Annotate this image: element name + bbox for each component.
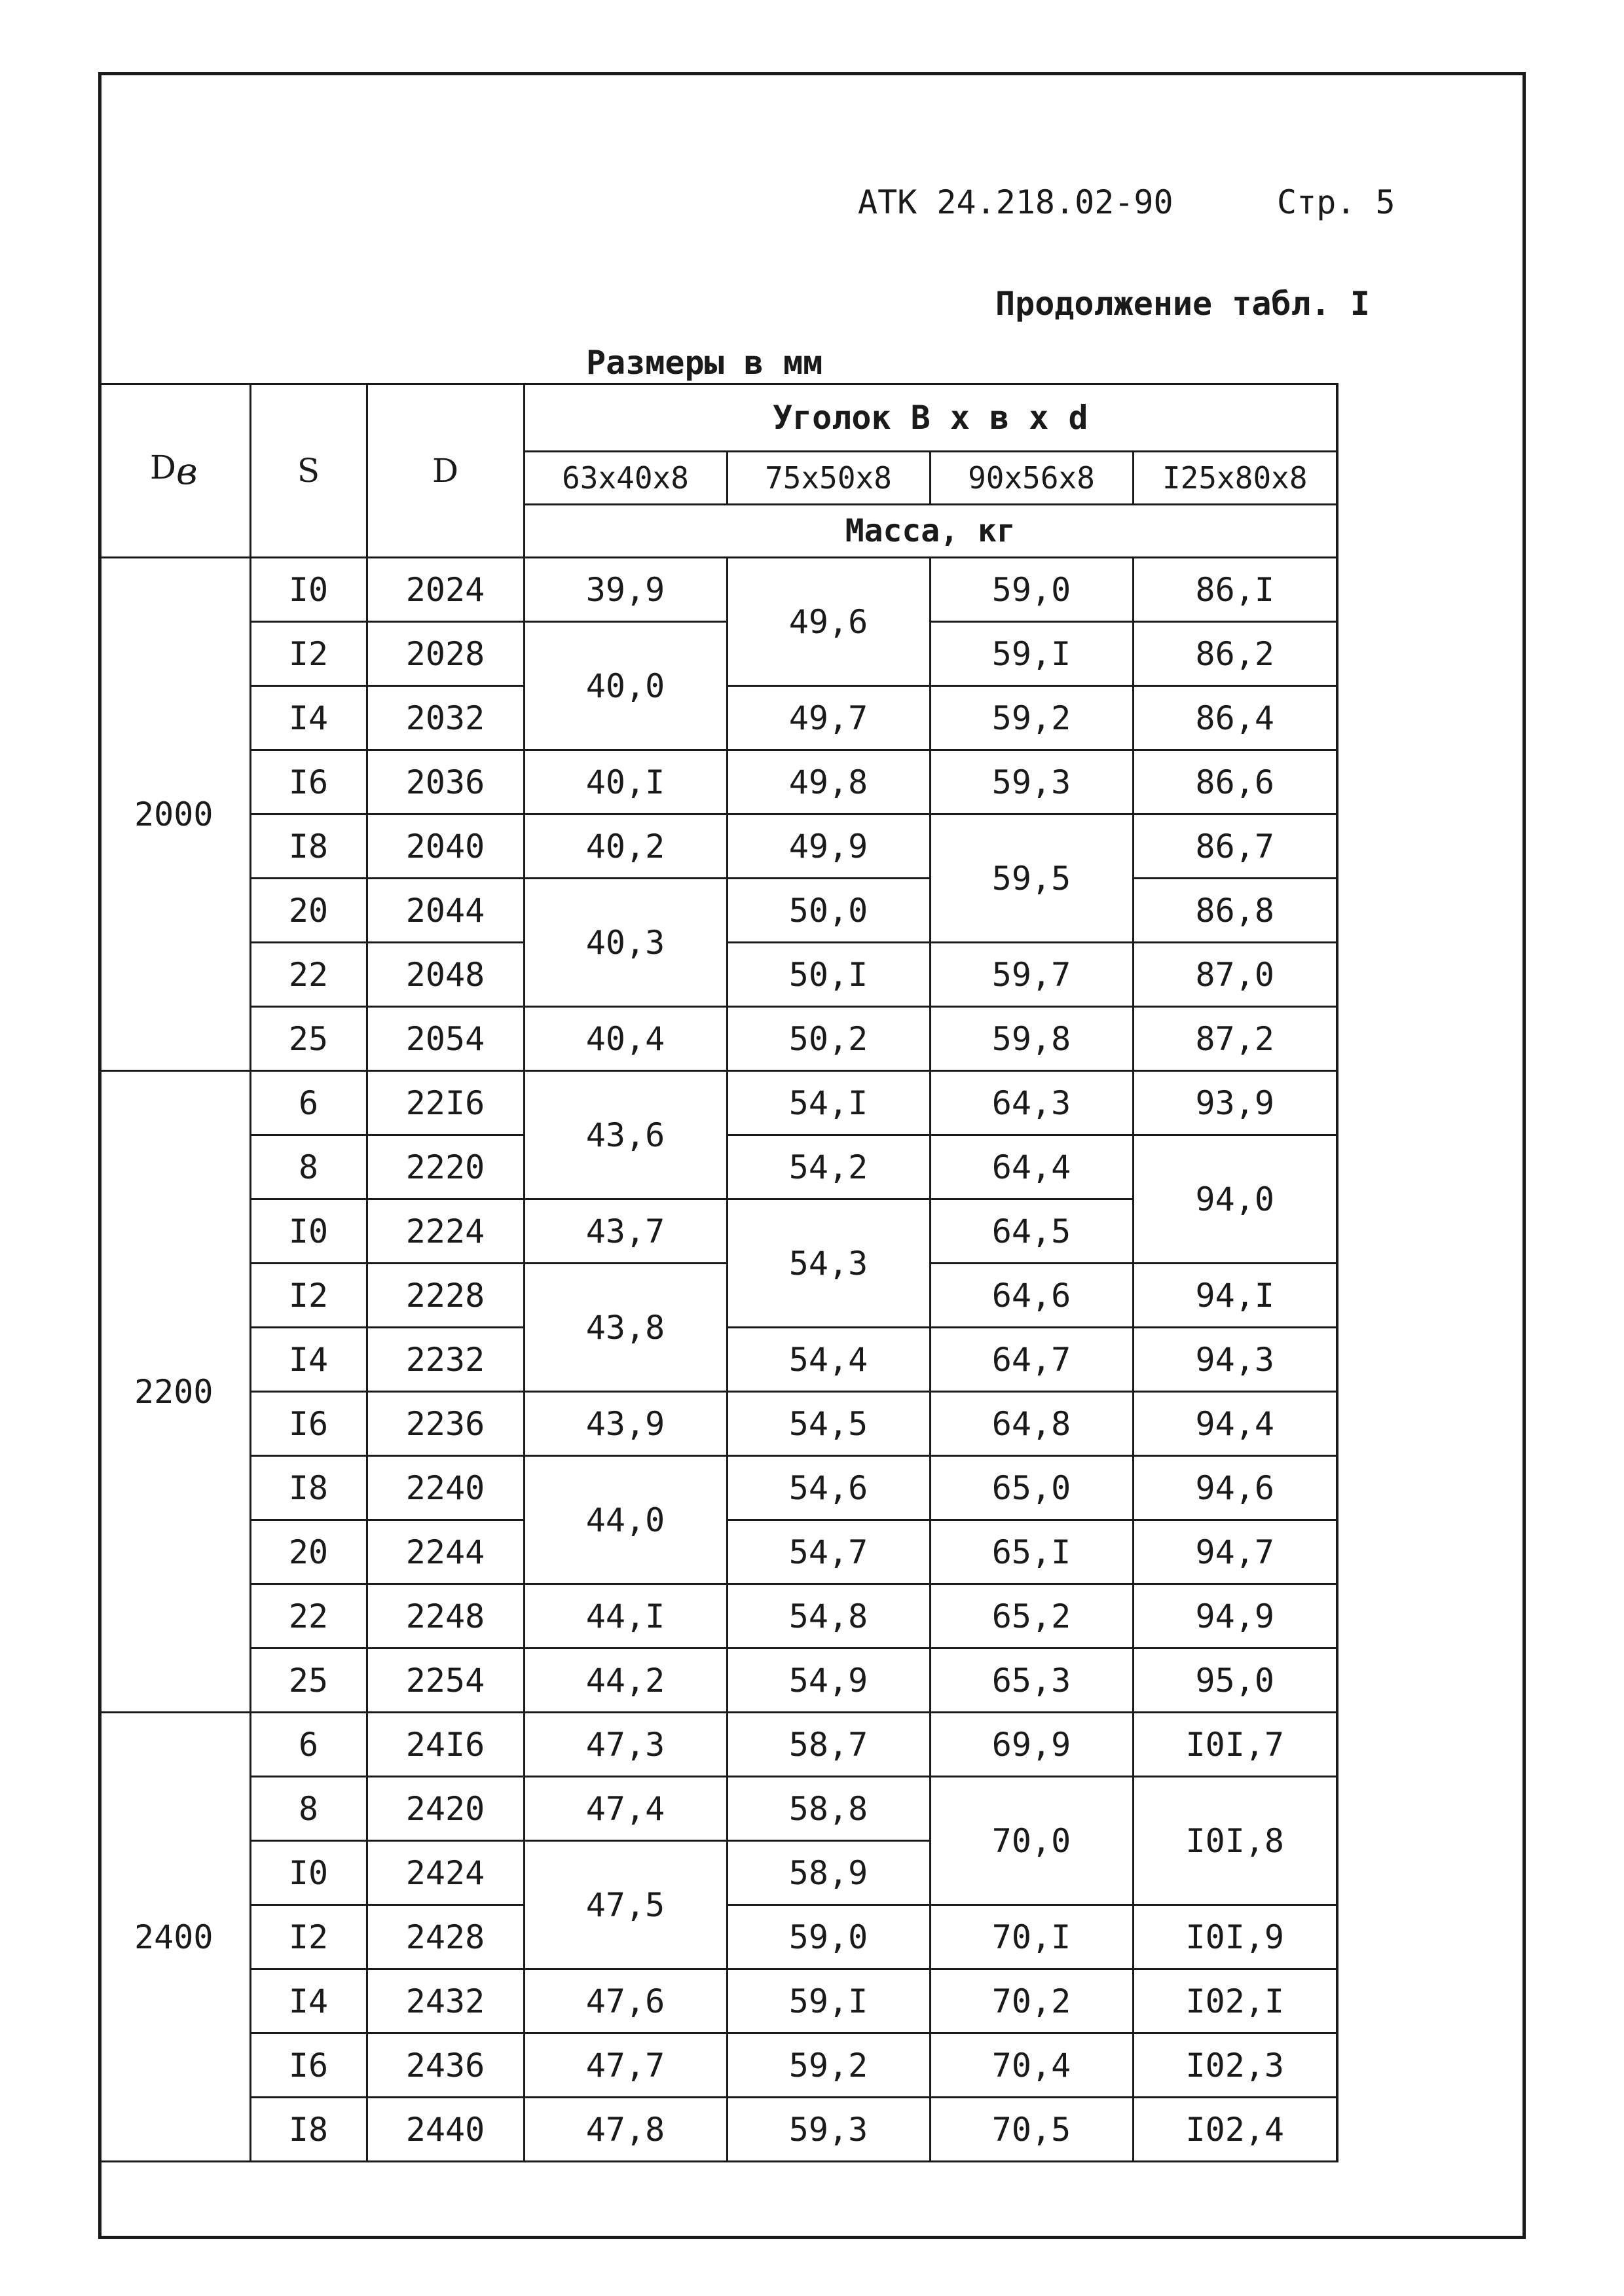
- mass-cell: 70,2: [930, 1969, 1133, 2033]
- mass-cell: 94,4: [1133, 1392, 1337, 1456]
- wall-thickness-cell: 25: [250, 1649, 367, 1713]
- outer-diameter-cell: 2036: [367, 750, 524, 814]
- mass-cell: 54,9: [727, 1649, 930, 1713]
- wall-thickness-cell: I2: [250, 622, 367, 686]
- wall-thickness-cell: 25: [250, 1007, 367, 1071]
- mass-cell: 43,6: [524, 1071, 727, 1199]
- table-row: [98, 2033, 1337, 2098]
- mass-cell: 49,7: [727, 686, 930, 750]
- outer-diameter-cell: 2432: [367, 1969, 524, 2033]
- mass-cell: I0I,8: [1133, 1777, 1337, 1905]
- wall-thickness-cell: I0: [250, 1841, 367, 1905]
- mass-cell: 65,0: [930, 1456, 1133, 1520]
- mass-cell: 40,3: [524, 879, 727, 1007]
- mass-cell: 93,9: [1133, 1071, 1337, 1135]
- outer-diameter-cell: 2240: [367, 1456, 524, 1520]
- mass-cell: 86,6: [1133, 750, 1337, 814]
- wall-thickness-cell: I0: [250, 558, 367, 622]
- wall-thickness-cell: 8: [250, 1135, 367, 1199]
- mass-cell: 59,5: [930, 814, 1133, 943]
- table-row: [98, 1264, 1337, 1328]
- table-row: [98, 1969, 1337, 2033]
- outer-diameter-cell: 2254: [367, 1649, 524, 1713]
- mass-cell: 94,9: [1133, 1584, 1337, 1649]
- outer-diameter-cell: 2244: [367, 1520, 524, 1584]
- units-note: Размеры в мм: [586, 344, 823, 382]
- outer-diameter-cell: 2236: [367, 1392, 524, 1456]
- table-row: [98, 1713, 1337, 1777]
- wall-thickness-cell: 6: [250, 1071, 367, 1135]
- wall-thickness-cell: I4: [250, 1328, 367, 1392]
- wall-thickness-cell: I4: [250, 686, 367, 750]
- wall-thickness-cell: 22: [250, 1584, 367, 1649]
- header-mass: Масса, кг: [524, 505, 1337, 558]
- mass-table: [98, 383, 1338, 2162]
- mass-cell: 39,9: [524, 558, 727, 622]
- wall-thickness-cell: I8: [250, 2098, 367, 2162]
- outer-diameter-cell: 2040: [367, 814, 524, 879]
- mass-cell: 58,8: [727, 1777, 930, 1841]
- mass-cell: 44,I: [524, 1584, 727, 1649]
- table-row: [98, 1392, 1337, 1456]
- mass-cell: I0I,9: [1133, 1905, 1337, 1969]
- wall-thickness-cell: I6: [250, 750, 367, 814]
- mass-cell: 86,8: [1133, 879, 1337, 943]
- wall-thickness-cell: 8: [250, 1777, 367, 1841]
- mass-cell: 59,3: [727, 2098, 930, 2162]
- mass-cell: 64,5: [930, 1199, 1133, 1264]
- mass-cell: 50,2: [727, 1007, 930, 1071]
- mass-cell: 40,2: [524, 814, 727, 879]
- mass-cell: 59,I: [727, 1969, 930, 2033]
- mass-cell: 95,0: [1133, 1649, 1337, 1713]
- nominal-diameter-cell: 2200: [98, 1071, 250, 1713]
- mass-cell: 43,8: [524, 1264, 727, 1392]
- mass-cell: 65,2: [930, 1584, 1133, 1649]
- wall-thickness-cell: 22: [250, 943, 367, 1007]
- outer-diameter-cell: 2044: [367, 879, 524, 943]
- wall-thickness-cell: I2: [250, 1905, 367, 1969]
- mass-cell: 49,6: [727, 558, 930, 686]
- mass-cell: 64,6: [930, 1264, 1133, 1328]
- mass-cell: 94,0: [1133, 1135, 1337, 1264]
- outer-diameter-cell: 2228: [367, 1264, 524, 1328]
- mass-cell: 54,5: [727, 1392, 930, 1456]
- header-outer-diameter: D: [367, 384, 524, 558]
- mass-cell: 64,4: [930, 1135, 1133, 1199]
- outer-diameter-cell: 2048: [367, 943, 524, 1007]
- mass-cell: 58,7: [727, 1713, 930, 1777]
- table-row: [98, 750, 1337, 814]
- outer-diameter-cell: 22I6: [367, 1071, 524, 1135]
- mass-cell: 49,9: [727, 814, 930, 879]
- wall-thickness-cell: I2: [250, 1264, 367, 1328]
- header-angle-size: 90x56x8: [930, 452, 1133, 505]
- table-row: [98, 558, 1337, 622]
- mass-cell: 43,9: [524, 1392, 727, 1456]
- mass-cell: 70,5: [930, 2098, 1133, 2162]
- header-angle: Уголок В х в х d: [524, 384, 1337, 452]
- mass-cell: 64,3: [930, 1071, 1133, 1135]
- wall-thickness-cell: I4: [250, 1969, 367, 2033]
- mass-cell: I02,4: [1133, 2098, 1337, 2162]
- mass-cell: 58,9: [727, 1841, 930, 1905]
- mass-cell: 59,8: [930, 1007, 1133, 1071]
- outer-diameter-cell: 2248: [367, 1584, 524, 1649]
- wall-thickness-cell: I6: [250, 2033, 367, 2098]
- table-row: [98, 814, 1337, 879]
- header-angle-size: 63x40x8: [524, 452, 727, 505]
- mass-cell: 59,0: [930, 558, 1133, 622]
- table-row: [98, 1007, 1337, 1071]
- wall-thickness-cell: I8: [250, 1456, 367, 1520]
- mass-cell: 47,7: [524, 2033, 727, 2098]
- mass-cell: 86,7: [1133, 814, 1337, 879]
- mass-cell: 64,8: [930, 1392, 1133, 1456]
- header-nominal-diameter: Dв: [98, 384, 250, 558]
- header-angle-size: 75x50x8: [727, 452, 930, 505]
- mass-cell: 86,I: [1133, 558, 1337, 622]
- mass-cell: 49,8: [727, 750, 930, 814]
- mass-cell: 47,4: [524, 1777, 727, 1841]
- mass-cell: 65,3: [930, 1649, 1133, 1713]
- mass-cell: 86,4: [1133, 686, 1337, 750]
- mass-cell: 59,I: [930, 622, 1133, 686]
- table-row: [98, 622, 1337, 686]
- wall-thickness-cell: I8: [250, 814, 367, 879]
- outer-diameter-cell: 2224: [367, 1199, 524, 1264]
- mass-cell: 64,7: [930, 1328, 1133, 1392]
- mass-cell: 40,I: [524, 750, 727, 814]
- mass-cell: 50,0: [727, 879, 930, 943]
- nominal-diameter-cell: 2000: [98, 558, 250, 1071]
- nominal-diameter-cell: 2400: [98, 1713, 250, 2162]
- mass-cell: I0I,7: [1133, 1713, 1337, 1777]
- mass-cell: 87,2: [1133, 1007, 1337, 1071]
- mass-cell: 59,3: [930, 750, 1133, 814]
- table-row: [98, 879, 1337, 943]
- mass-cell: 94,I: [1133, 1264, 1337, 1328]
- mass-cell: 44,0: [524, 1456, 727, 1584]
- table-row: [98, 1777, 1337, 1841]
- outer-diameter-cell: 24I6: [367, 1713, 524, 1777]
- mass-cell: 54,6: [727, 1456, 930, 1520]
- mass-cell: 59,2: [930, 686, 1133, 750]
- outer-diameter-cell: 2428: [367, 1905, 524, 1969]
- mass-cell: 70,4: [930, 2033, 1133, 2098]
- mass-cell: 59,7: [930, 943, 1133, 1007]
- mass-cell: 70,I: [930, 1905, 1133, 1969]
- mass-cell: 50,I: [727, 943, 930, 1007]
- mass-cell: 87,0: [1133, 943, 1337, 1007]
- outer-diameter-cell: 2032: [367, 686, 524, 750]
- outer-diameter-cell: 2232: [367, 1328, 524, 1392]
- mass-cell: I02,I: [1133, 1969, 1337, 2033]
- table-continuation-label: Продолжение табл. I: [995, 285, 1370, 323]
- mass-cell: 47,8: [524, 2098, 727, 2162]
- mass-cell: 59,2: [727, 2033, 930, 2098]
- header-wall-thickness: S: [250, 384, 367, 558]
- mass-cell: 54,3: [727, 1199, 930, 1328]
- mass-cell: 94,3: [1133, 1328, 1337, 1392]
- mass-cell: 47,3: [524, 1713, 727, 1777]
- outer-diameter-cell: 2024: [367, 558, 524, 622]
- mass-cell: 40,4: [524, 1007, 727, 1071]
- table-row: [98, 2098, 1337, 2162]
- table-row: [98, 1649, 1337, 1713]
- mass-cell: 54,4: [727, 1328, 930, 1392]
- mass-cell: 69,9: [930, 1713, 1133, 1777]
- mass-cell: I02,3: [1133, 2033, 1337, 2098]
- mass-cell: 43,7: [524, 1199, 727, 1264]
- outer-diameter-cell: 2054: [367, 1007, 524, 1071]
- wall-thickness-cell: 20: [250, 1520, 367, 1584]
- outer-diameter-cell: 2420: [367, 1777, 524, 1841]
- document-code: АТК 24.218.02-90: [858, 183, 1173, 221]
- table-row: [98, 1456, 1337, 1520]
- page-number: Стр. 5: [1277, 183, 1395, 221]
- mass-cell: 94,6: [1133, 1456, 1337, 1520]
- outer-diameter-cell: 2220: [367, 1135, 524, 1199]
- mass-cell: 47,6: [524, 1969, 727, 2033]
- wall-thickness-cell: 6: [250, 1713, 367, 1777]
- wall-thickness-cell: I0: [250, 1199, 367, 1264]
- wall-thickness-cell: 20: [250, 879, 367, 943]
- mass-cell: 54,2: [727, 1135, 930, 1199]
- table-row: [98, 1584, 1337, 1649]
- mass-cell: 54,I: [727, 1071, 930, 1135]
- mass-cell: 54,7: [727, 1520, 930, 1584]
- mass-cell: 47,5: [524, 1841, 727, 1969]
- mass-cell: 65,I: [930, 1520, 1133, 1584]
- header-angle-size: I25x80x8: [1133, 452, 1337, 505]
- mass-cell: 54,8: [727, 1584, 930, 1649]
- mass-cell: 44,2: [524, 1649, 727, 1713]
- mass-cell: 86,2: [1133, 622, 1337, 686]
- outer-diameter-cell: 2028: [367, 622, 524, 686]
- mass-cell: 70,0: [930, 1777, 1133, 1905]
- mass-cell: 94,7: [1133, 1520, 1337, 1584]
- outer-diameter-cell: 2436: [367, 2033, 524, 2098]
- mass-cell: 59,0: [727, 1905, 930, 1969]
- table-row: [98, 1071, 1337, 1135]
- outer-diameter-cell: 2424: [367, 1841, 524, 1905]
- wall-thickness-cell: I6: [250, 1392, 367, 1456]
- outer-diameter-cell: 2440: [367, 2098, 524, 2162]
- mass-cell: 40,0: [524, 622, 727, 750]
